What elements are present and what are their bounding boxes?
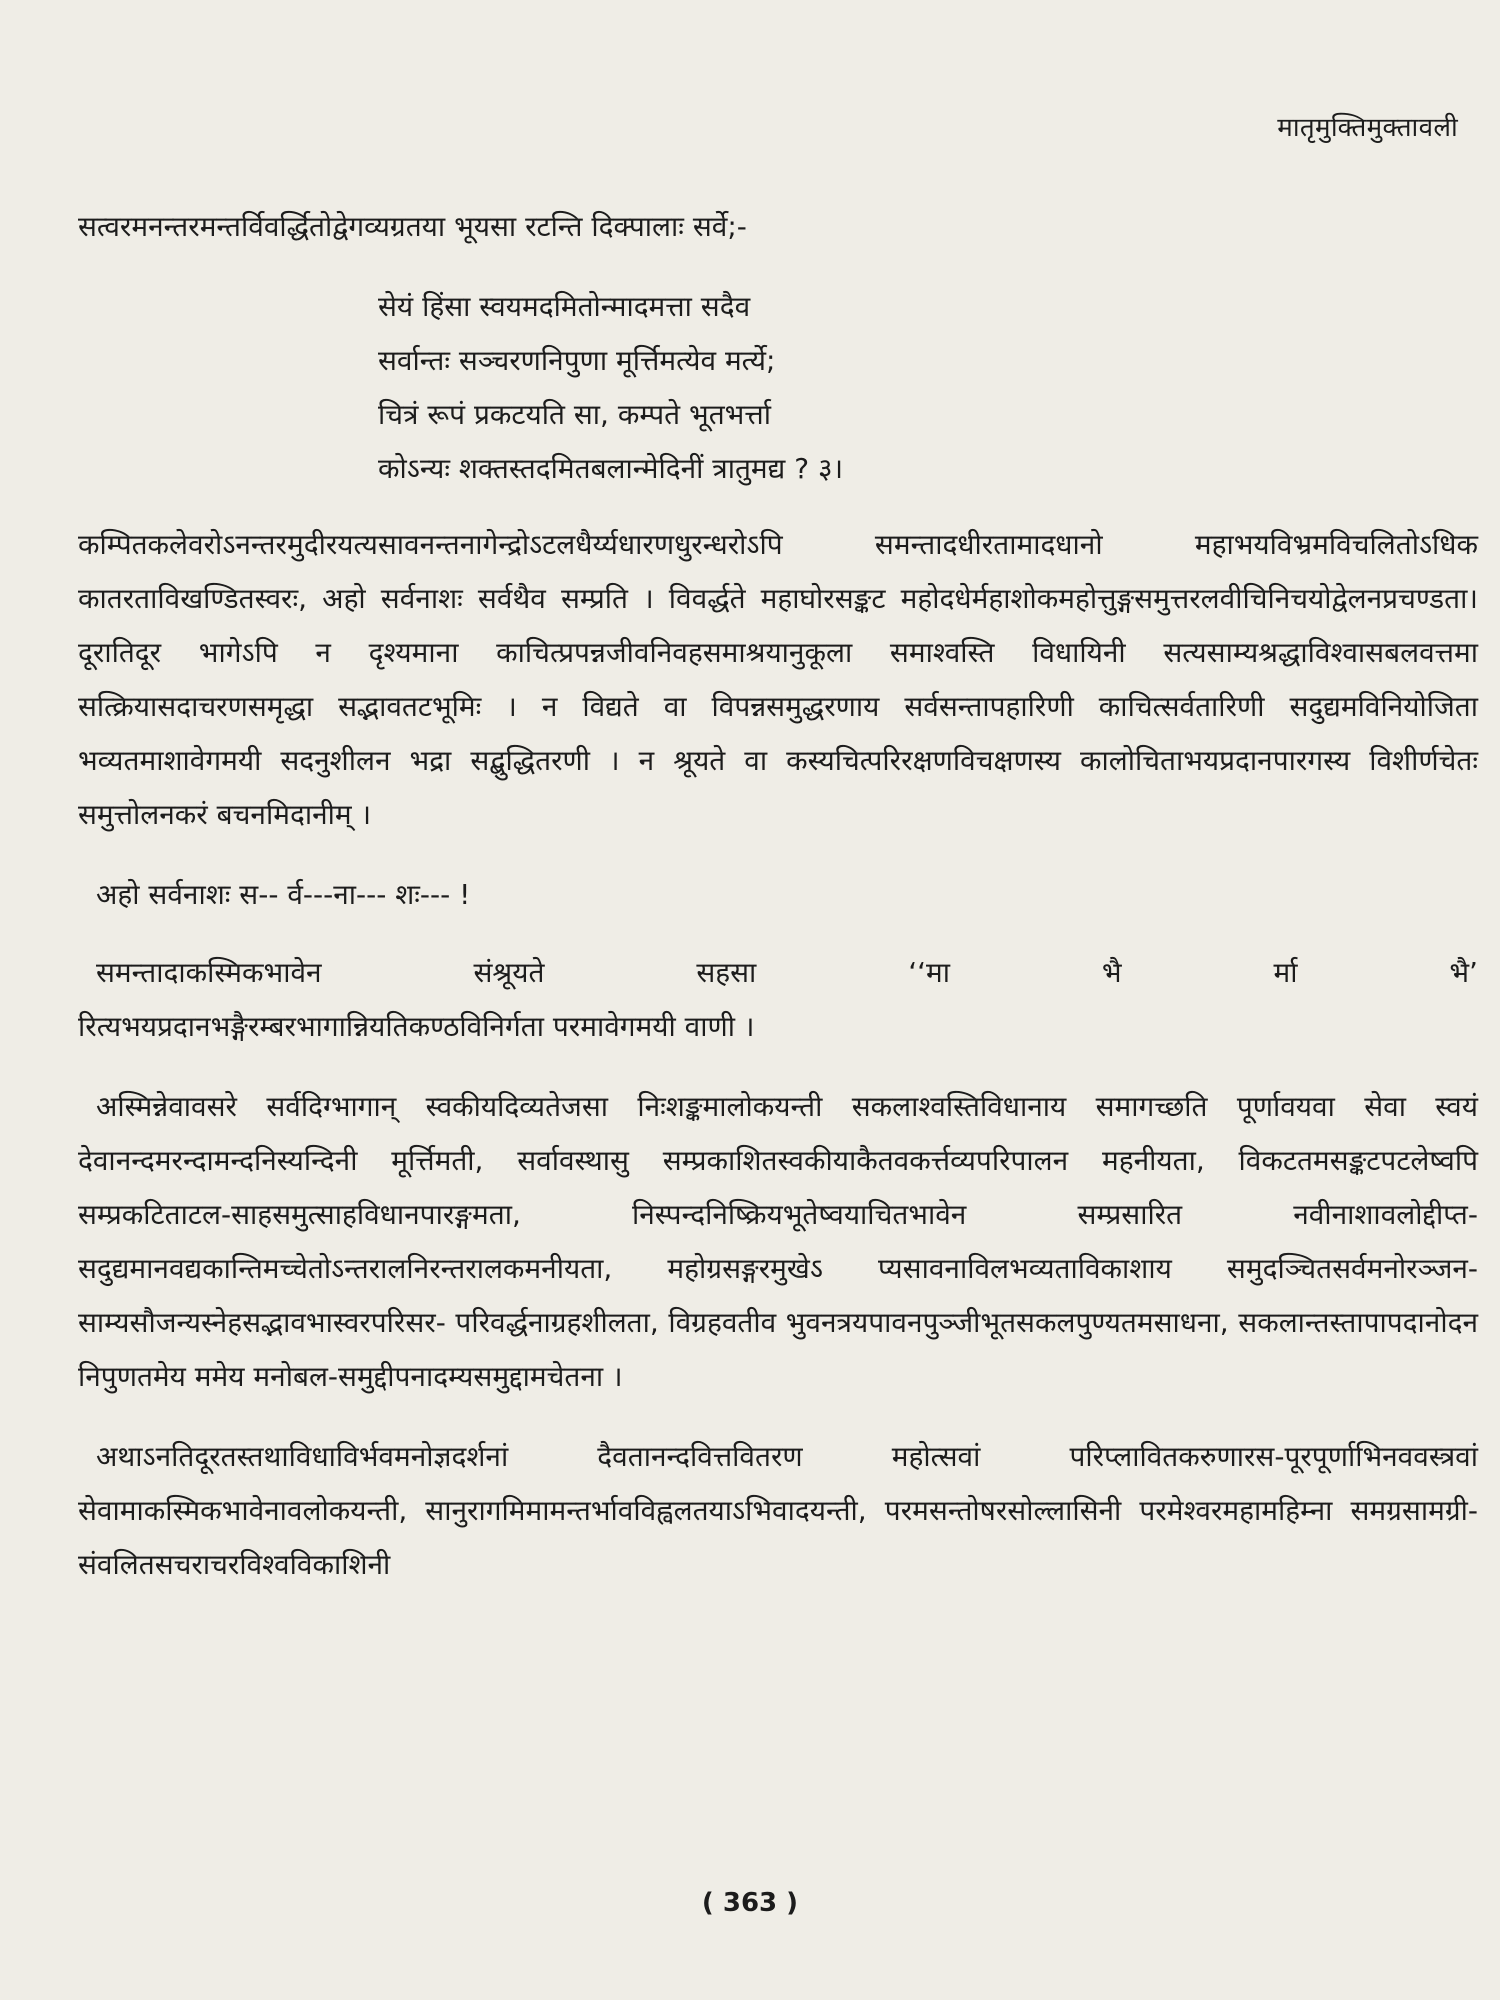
spaced-word: ‘‘मा [908, 956, 950, 989]
spaced-line [78, 946, 1478, 1000]
verse-line: कोऽन्यः शक्तस्तदमितबलान्मेदिनीं त्रातुमद्य ? ३। [378, 452, 844, 485]
paragraph-final: अथाऽनतिदूरतस्तथाविधाविर्भवमनोज्ञदर्शनां दैवतानन्दवित्तवितरण महोत्सवां परिप्लावितकरुणारस-पूरपूर्णाभिनववस्त्रवां सेवामाकस्मिकभावेनावलोकयन्ती, सानुरागमिमामन्तर्भावविह्वलतयाऽभिवादयन्ती, परमसन्तोषरसोल्लासिनी परमेश्वरमहामहिम्ना समग्रसामग्री- संवलितसचराचरविश्वविकाशिनी [78, 1440, 1478, 1581]
verse-line: सर्वान्तः सञ्चरणनिपुणा मूर्त्तिमत्येव मर्त्ये; [378, 344, 776, 377]
spaced-word: र्मा [1273, 956, 1298, 989]
verse-line: चित्रं रूपं प्रकटयति सा, कम्पते भूतभर्त्ता [378, 398, 771, 431]
spaced-word: सहसा [696, 956, 757, 989]
exclamation-line: अहो सर्वनाशः स-- र्व---ना--- शः--- ! [96, 878, 471, 911]
paragraph-seva: अस्मिन्नेवावसरे सर्वदिग्भागान् स्वकीयदिव्यतेजसा निःशङ्कमालोकयन्ती सकलाश्वस्तिविधानाय समागच्छति पूर्णावयवा सेवा स्वयं देवानन्दमरन्दामन्दनिस्यन्दिनी मूर्त्तिमती, सर्वावस्थासु सम्प्रकाशितस्वकीयाकैतवकर्त्तव्यपरिपालन महनीयता, विकटतमसङ्कटपटलेष्वपि सम्प्रकटिताटल-साहसमुत्साहविधानपारङ्गमता, निस्पन्दनिष्क्रियभूतेष्वयाचितभावेन सम्प्रसारित नवीनाशावलोद्दीप्त-सदुद्यमानवद्यकान्तिमच्चेतोऽन्तरालनिरन्तरालकमनीयता, महोग्रसङ्गरमुखेऽ प्यसावनाविलभव्यताविकाशाय समुदञ्चितसर्वमनोरञ्जन-साम्यसौजन्यस्नेहसद्भावभास्वरपरिसर- परिवर्द्धनाग्रहशीलता, विग्रहवतीव भुवनत्रयपावनपुञ्जीभूतसकलपुण्यतमसाधना, सकलान्तस्तापापदानोदन निपुणतमेय ममेय मनोबल-समुद्दीपनादम्यसमुद्दामचेतना । [78, 1090, 1478, 1393]
spaced-word: भै [1101, 956, 1122, 989]
paragraph-ananta: कम्पितकलेवरोऽनन्तरमुदीरयत्यसावनन्तनागेन्द्रोऽटलधैर्य्यधारणधुरन्धरोऽपि समन्तादधीरतामादधानो महाभयविभ्रमविचलितोऽधिक कातरताविखण्डितस्वरः, अहो सर्वनाशः सर्वथैव सम्प्रति । विवर्द्धते महाघोरसङ्कट महोदधेर्महाशोकमहोत्तुङ्गसमुत्तरलवीचिनिचयोद्वेलनप्रचण्डता। दूरातिदूर भागेऽपि न दृश्यमाना काचित्प्रपन्नजीवनिवहसमाश्रयानुकूला समाश्वस्ति विधायिनी सत्यसाम्यश्रद्धाविश्वासबलवत्तमा सत्क्रियासदाचरणसमृद्धा सद्भावतटभूमिः । न विद्यते वा विपन्नसमुद्धरणाय सर्वसन्तापहारिणी काचित्सर्वतारिणी सदुद्यमविनियोजिता भव्यतमाशावेगमयी सदनुशीलन भद्रा सद्बुद्धितरणी । न श्रूयते वा कस्यचित्परिरक्षणविचक्षणस्य कालोचिताभयप्रदानपारगस्य विशीर्णचेतः समुत्तोलनकरं बचनमिदानीम् । [78, 528, 1478, 831]
paragraph-intro: सत्वरमनन्तरमन्तर्विवर्द्धितोद्वेगव्यग्रतया भूयसा रटन्ति दिक्पालाः सर्वे;- [78, 210, 747, 243]
page-number: ( 363 ) [701, 1888, 799, 1918]
spaced-word: संश्रूयते [473, 956, 545, 989]
page-body [78, 200, 1478, 1618]
verse-block [378, 280, 1478, 496]
spaced-word: समन्तादाकस्मिकभावेन [96, 956, 322, 989]
running-header: मातृमुक्तिमुक्तावली [1277, 113, 1458, 143]
paragraph-voice: रित्यभयप्रदानभङ्गैरम्बरभागान्नियतिकण्ठविनिर्गता परमावेगमयी वाणी । [78, 1010, 755, 1043]
spaced-word: भै’ [1449, 956, 1478, 989]
verse-line: सेयं हिंसा स्वयमदमितोन्मादमत्ता सदैव [378, 290, 751, 323]
